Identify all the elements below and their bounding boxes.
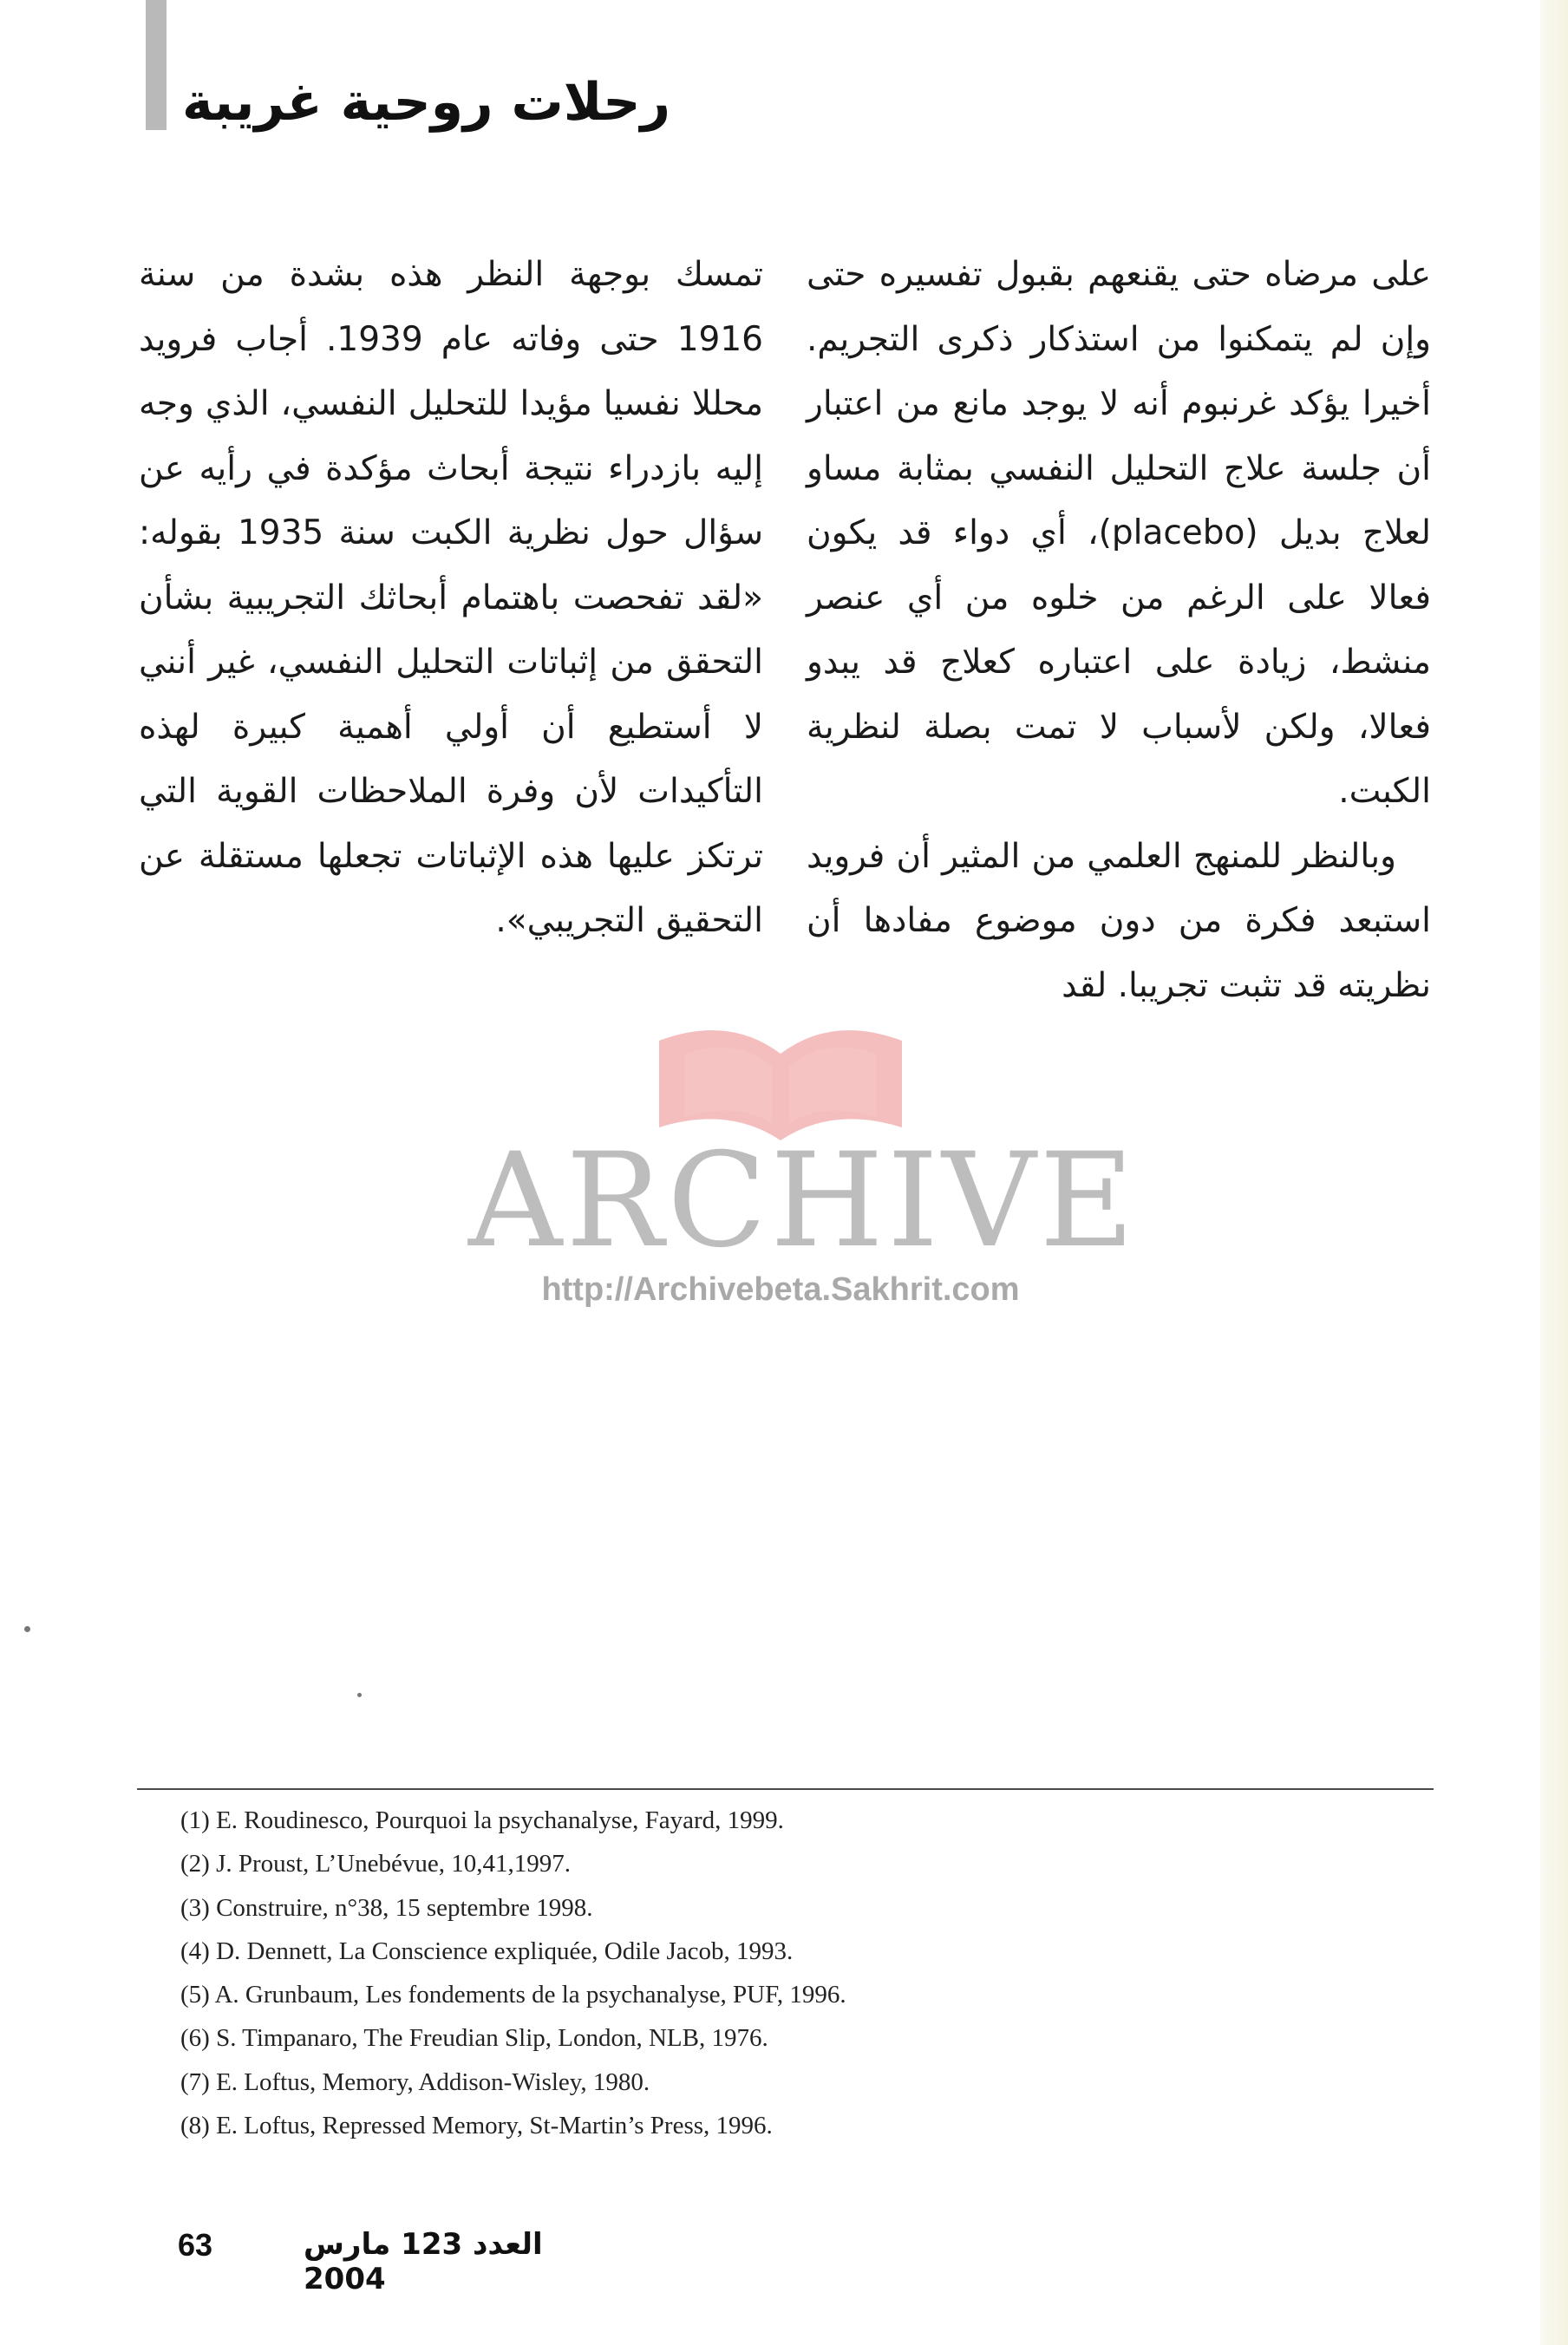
page-edge-strip: [1540, 0, 1568, 2345]
text-column-left: [139, 243, 763, 954]
archive-watermark: [468, 1015, 1138, 1310]
section-title: رحلات روحية غريبة: [182, 72, 671, 133]
watermark-url: http://Archivebeta.Sakhrit.com: [541, 1271, 1020, 1308]
paragraph: على مرضاه حتى يقنعهم بقبول تفسيره حتى وإن لم يتمكنوا من استذكار ذكرى التجريم. أخيرا يؤكد غرنبوم أنه لا يوجد مانع من اعتبار أن جلسة علاج التحليل النفسي بمثابة مساو لعلاج بديل (placebo)، أي دواء قد يكون فعالا على الرغم من خلوه من أي عنصر منشط، زيادة على اعتباره كعلاج قد يبدو فعالا، ولكن لأسباب لا تمت بصلة لنظرية الكبت.: [807, 255, 1431, 811]
footnote: (8) E. Loftus, Repressed Memory, St-Martin’s Press, 1996.: [180, 2112, 773, 2140]
paragraph: وبالنظر للمنهج العلمي من المثير أن فرويد استبعد فكرة من دون موضوع مفادها أن نظريته قد تثبت تجريبا. لقد: [807, 836, 1431, 1005]
footnote: (7) E. Loftus, Memory, Addison-Wisley, 1980.: [180, 2067, 650, 2096]
page-number: 63: [178, 2227, 213, 2263]
footnote: (1) E. Roudinesco, Pourquoi la psychanalyse, Fayard, 1999.: [180, 1806, 784, 1834]
footnote-divider: [137, 1788, 1434, 1790]
watermark-text: ARCHIVE: [468, 1126, 1138, 1277]
section-header-bar: [146, 0, 167, 130]
footnote: (3) Construire, n°38, 15 septembre 1998.: [180, 1893, 593, 1922]
footnote: (4) D. Dennett, La Conscience expliquée, Odile Jacob, 1993.: [180, 1937, 794, 1965]
footnote: (5) A. Grunbaum, Les fondements de la psychanalyse, PUF, 1996.: [180, 1981, 846, 2009]
issue-line: العدد 123 مارس 2004: [304, 2227, 543, 2296]
text-column-right: [807, 243, 1431, 1018]
footnote: (2) J. Proust, L’Unebévue, 10,41,1997.: [180, 1850, 571, 1878]
paragraph: تمسك بوجهة النظر هذه بشدة من سنة 1916 حتى وفاته عام 1939. أجاب فرويد محللا نفسيا مؤيدا للتحليل النفسي، الذي وجه إليه بازدراء نتيجة أبحاث مؤكدة في رأيه عن سؤال حول نظرية الكبت سنة 1935 بقوله: «لقد تفحصت باهتمام أبحاثك التجريبية بشأن التحقق من إثباتات التحليل النفسي، غير أنني لا أستطيع أن أولي أهمية كبيرة لهذه التأكيدات لأن وفرة الملاحظات القوية التي ترتكز عليها هذه الإثباتات تجعلها مستقلة عن التحقيق التجريبي».: [139, 255, 763, 940]
scan-speck: [24, 1626, 30, 1632]
footnote: (6) S. Timpanaro, The Freudian Slip, London, NLB, 1976.: [180, 2024, 768, 2053]
scan-speck: [357, 1693, 362, 1697]
footnotes-list: [180, 1799, 1395, 2147]
